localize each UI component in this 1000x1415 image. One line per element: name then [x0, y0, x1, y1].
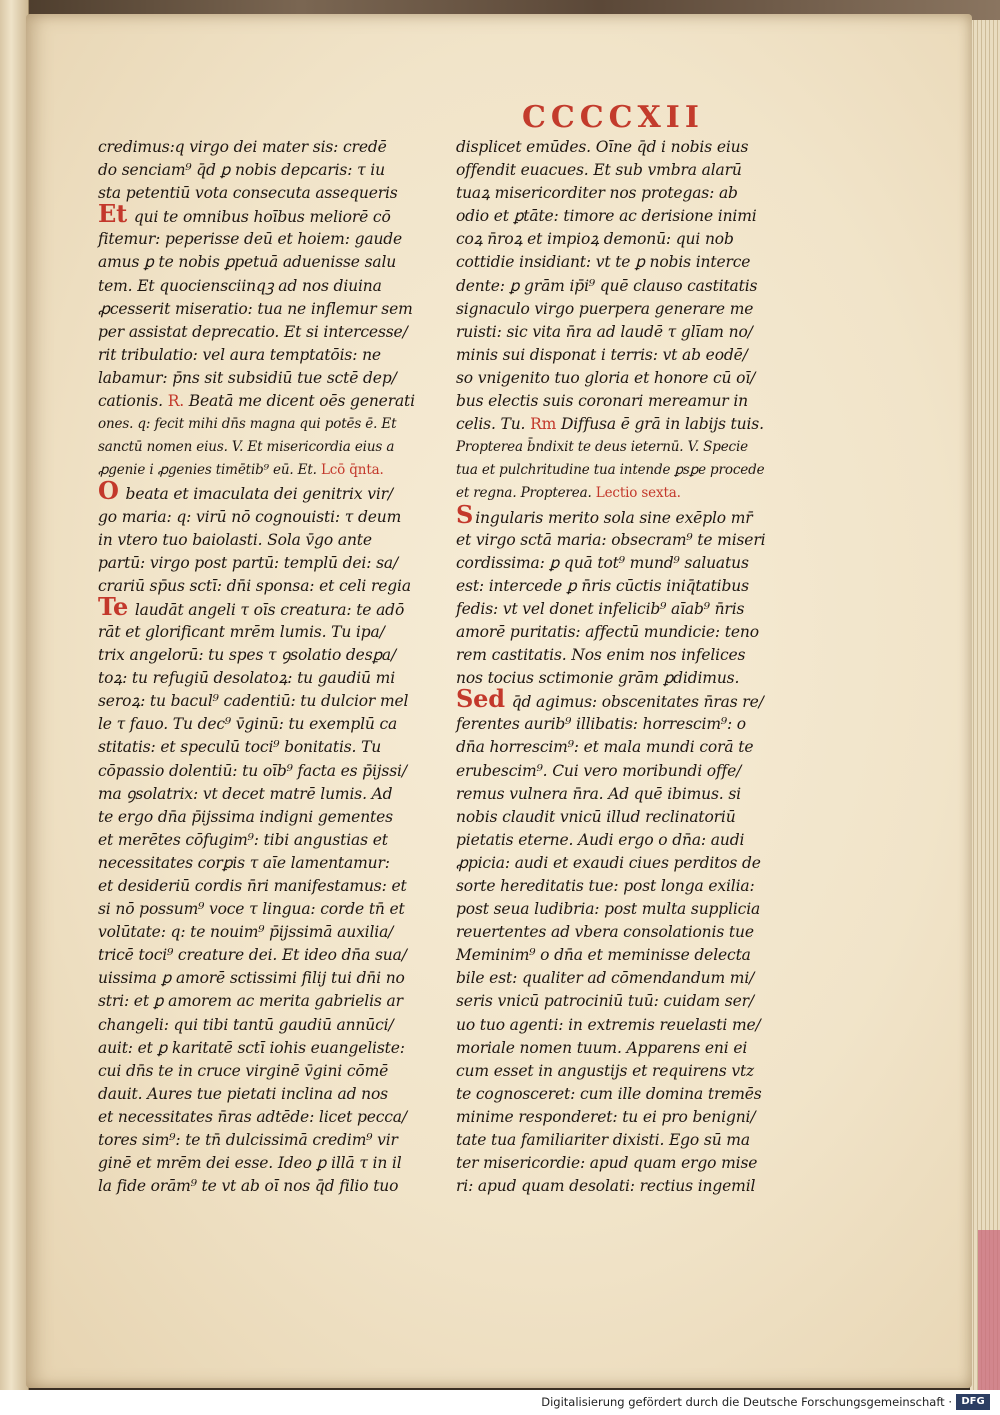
text-line [98, 136, 440, 159]
text-line [98, 829, 440, 852]
line-text: do senciam⁹ q̄d ꝑ nobis depcaris: τ iu [98, 161, 385, 180]
text-line [98, 852, 440, 875]
text-line [98, 506, 440, 529]
line-text: ingularis merito sola sine exēplo mr̄ [475, 508, 753, 527]
text-line [456, 1106, 798, 1129]
text-line [98, 275, 440, 298]
rubricated-initial: S [456, 499, 474, 529]
line-text: seroꝝ: tu bacul⁹ cadentiū: tu dulcior mel [98, 692, 409, 711]
line-text: minis sui disponat i terris: vt ab eodē/ [456, 345, 748, 364]
folio-number: CCCCXII [522, 100, 704, 135]
line-text: uo tuo agenti: in extremis reuelasti me/ [456, 1015, 761, 1034]
rubricated-initial: Te [98, 591, 129, 621]
text-line [98, 760, 440, 783]
text-line [98, 575, 440, 598]
text-line [98, 321, 440, 344]
line-text: labamur: p̄ns sit subsidiū tue sctē dep/ [98, 368, 397, 387]
line-text: changeli: qui tibi tantū gaudiū annūci/ [98, 1015, 394, 1034]
text-line [456, 499, 798, 529]
text-line [98, 667, 440, 690]
line-text: odio et ꝑtāte: timore ac derisione inimi [456, 207, 757, 226]
line-text: moriale nomen tuum. Apparens eni ei [456, 1038, 748, 1057]
text-line [98, 1152, 440, 1175]
line-text: ruisti: sic vita n̄ra ad laudē τ glīam no/ [456, 322, 753, 341]
line-text: dn̄a horrescim⁹: et mala mundi corā te [456, 738, 754, 757]
line-text: tuaꝝ misericorditer nos protegas: ab [456, 184, 738, 203]
text-line [456, 159, 798, 182]
line-text: cationis. [98, 392, 168, 411]
text-line [98, 967, 440, 990]
text-line [98, 1014, 440, 1037]
line-text: ter misericordie: apud quam ergo mise [456, 1154, 758, 1173]
line-text: le τ fauo. Tu dec⁹ v̄ginū: tu exemplū ca [98, 715, 398, 734]
line-text: sanctū nomen eius. V. Et misericordia eius a [98, 439, 395, 456]
line-text: amorē puritatis: affectū mundicie: teno [456, 622, 759, 641]
line-text: pietatis eterne. Audi ergo o dn̄a: audi [456, 830, 745, 849]
line-text: nobis claudit vnicū illud reclinatoriū [456, 807, 736, 826]
line-text: dente: ꝑ grām ip̄i⁹ quē clauso castitatis [456, 276, 758, 295]
line-text: ferentes aurib⁹ illibatis: horrescim⁹: o [456, 715, 746, 734]
line-text: bus electis suis coronari mereamur in [456, 392, 748, 411]
line-text: laudāt angeli τ oīs creatura: te adō [130, 600, 405, 619]
text-line [456, 1037, 798, 1060]
text-line [98, 1083, 440, 1106]
line-text: celis. Tu. [456, 415, 531, 434]
line-text: rit tribulatio: vel aura temptatōis: ne [98, 345, 381, 364]
line-text: crariū sp̄us sctī: dn̄i sponsa: et celi regia [98, 576, 411, 595]
text-line [98, 251, 440, 274]
line-text: per assistat deprecatio. Et si intercesse/ [98, 322, 408, 341]
text-line [98, 690, 440, 713]
text-line [456, 205, 798, 228]
text-line [456, 713, 798, 736]
line-text: tem. Et quociensciinqꝫ ad nos diuina [98, 276, 382, 295]
text-line [456, 667, 798, 690]
line-text: so vnigenito tuo gloria et honore cū oī/ [456, 368, 756, 387]
line-text: tricē toci⁹ creature dei. Et ideo dn̄a sua/ [98, 946, 407, 965]
line-text: minime responderet: tu ei pro benigni/ [456, 1107, 756, 1126]
text-line [456, 598, 798, 621]
line-text: partū: virgo post partū: templū dei: sa/ [98, 553, 399, 572]
text-line [98, 1129, 440, 1152]
text-line [98, 713, 440, 736]
text-line [98, 413, 440, 436]
line-text: ginē et mrēm dei esse. Ideo ꝑ illā τ in il [98, 1154, 402, 1173]
line-text: offendit euacues. Et sub vmbra alarū [456, 161, 742, 180]
text-line [98, 644, 440, 667]
line-text: ꝓpicia: audi et exaudi ciues perditos de [456, 853, 761, 872]
text-line [456, 136, 798, 159]
text-line [98, 199, 440, 229]
line-text: amus ꝑ te nobis ꝑpetuā aduenisse salu [98, 253, 397, 272]
line-text: rāt et glorificant mrēm lumis. Tu ipa/ [98, 622, 385, 641]
text-line [456, 944, 798, 967]
line-text: volūtate: q: te nouim⁹ p̄ijssimā auxilia/ [98, 923, 394, 942]
line-text: Propterea b̄ndixit te deus ieternū. V. Specie [456, 439, 748, 456]
text-line [98, 1175, 440, 1198]
text-line [98, 159, 440, 182]
line-text: Meminim⁹ o dn̄a et meminisse delecta [456, 946, 751, 965]
rubricated-initial: Sed [456, 684, 505, 714]
line-text: remus vulnera n̄ra. Ad quē ibimus. si [456, 784, 741, 803]
line-text: la fide orām⁹ te vt ab oī nos q̄d filio tuo [98, 1177, 399, 1196]
line-text: stri: et ꝑ amorem ac merita gabrielis ar [98, 992, 403, 1011]
text-line [456, 783, 798, 806]
footer-credit-text: Digitalisierung gefördert durch die Deutsche Forschungsgemeinschaft · [541, 1395, 952, 1409]
text-line [456, 321, 798, 344]
line-text: dauit. Aures tue pietati inclina ad nos [98, 1084, 388, 1103]
text-line [98, 529, 440, 552]
text-line [456, 684, 798, 714]
text-line [98, 990, 440, 1013]
text-line [456, 182, 798, 205]
line-text: auit: et ꝑ karitatē sctī iohis euangeliste: [98, 1038, 405, 1057]
rubricated-initial: Et [98, 199, 128, 229]
text-line [456, 228, 798, 251]
text-line [456, 621, 798, 644]
line-text: cordissima: ꝑ quā tot⁹ mund⁹ saluatus [456, 553, 749, 572]
text-line [98, 591, 440, 621]
text-line [98, 921, 440, 944]
line-text: ma ꝯsolatrix: vt decet matrē lumis. Ad [98, 784, 393, 803]
rubric-text: Rm [530, 415, 557, 434]
line-text: seris vnicū patrociniū tuū: cuidam ser/ [456, 992, 754, 1011]
text-line [456, 806, 798, 829]
text-line [456, 875, 798, 898]
line-text: trix angelorū: tu spes τ ꝯsolatio desꝑa/ [98, 646, 397, 665]
line-text: ꝓgenie i ꝓgenies timētib⁹ eū. Et. [98, 462, 321, 479]
text-line [98, 783, 440, 806]
line-text: tores sim⁹: te tn̄ dulcissimā credim⁹ vir [98, 1131, 398, 1150]
text-line [456, 760, 798, 783]
line-text: bile est: qualiter ad cōmendandum mi/ [456, 969, 755, 988]
text-line [98, 1106, 440, 1129]
text-line [456, 251, 798, 274]
text-line [456, 482, 798, 505]
text-line [98, 736, 440, 759]
line-text: et merētes cōfugim⁹: tibi angustias et [98, 830, 388, 849]
line-text: te ergo dn̄a p̄ijssima indigni gementes [98, 807, 393, 826]
line-text: cum esset in angustijs et requirens vtz [456, 1061, 755, 1080]
text-line [98, 390, 440, 413]
dfg-logo: DFG [956, 1394, 990, 1410]
text-line [98, 944, 440, 967]
line-text: beata et imaculata dei genitrix vir/ [120, 485, 393, 504]
text-line [98, 367, 440, 390]
text-line [456, 852, 798, 875]
text-line [456, 990, 798, 1013]
line-text: est: intercede ꝑ n̄ris cūctis iniq̄tatibus [456, 576, 749, 595]
rubric-text: Lcō q̄nta. [320, 462, 384, 479]
line-text: rem castitatis. Nos enim nos infelices [456, 646, 746, 665]
right-text-column [456, 136, 798, 1198]
text-line [456, 898, 798, 921]
line-text: cōpassio dolentiū: tu oīb⁹ facta es p̄ijssi/ [98, 761, 407, 780]
text-line [98, 1037, 440, 1060]
text-line [98, 298, 440, 321]
line-text: q̄d agimus: obscenitates n̄ras re/ [506, 693, 764, 712]
text-line [456, 367, 798, 390]
text-line [456, 644, 798, 667]
line-text: reuertentes ad vbera consolationis tue [456, 923, 754, 942]
text-line [98, 476, 440, 506]
text-line [456, 921, 798, 944]
book-fore-edge [970, 20, 1000, 1390]
text-line [456, 529, 798, 552]
text-line [98, 898, 440, 921]
line-text: tate tua familiariter dixisti. Ego sū ma [456, 1131, 750, 1150]
text-line [456, 459, 798, 482]
text-line [98, 182, 440, 205]
text-line [98, 459, 440, 482]
text-line [98, 552, 440, 575]
text-line [456, 275, 798, 298]
line-text: ri: apud quam desolati: rectius ingemil [456, 1177, 756, 1196]
text-line [456, 390, 798, 413]
text-line [456, 436, 798, 459]
line-text: sorte hereditatis tue: post longa exilia: [456, 877, 755, 895]
text-line [456, 344, 798, 367]
line-text: si nō possum⁹ voce τ lingua: corde tn̄ et [98, 900, 405, 919]
text-line [456, 1014, 798, 1037]
line-text: credimus:q virgo dei mater sis: credē [98, 138, 387, 156]
line-text: et virgo sctā maria: obsecram⁹ te miseri [456, 530, 766, 549]
rubricated-initial: O [98, 476, 119, 506]
line-text: sta petentiū vota consecuta assequeris [98, 184, 398, 203]
line-text: post seua ludibria: post multa supplicia [456, 900, 761, 919]
text-line [456, 298, 798, 321]
book-binding [0, 0, 29, 1390]
line-text: et desideriū cordis n̄ri manifestamus: et [98, 877, 407, 895]
text-line [456, 1152, 798, 1175]
rubric-text: R. [167, 392, 185, 411]
text-line [98, 436, 440, 459]
text-line [456, 1175, 798, 1198]
line-text: qui te omnibus hoībus meliorē cō [129, 208, 391, 227]
line-text: signaculo virgo puerpera generare me [456, 299, 754, 318]
text-line [456, 575, 798, 598]
line-text: erubescim⁹. Cui vero moribundi offe/ [456, 761, 742, 780]
line-text: in vtero tuo baiolasti. Sola v̄go ante [98, 530, 372, 549]
line-text: uissima ꝑ amorē sctissimi filij tui dn̄i no [98, 969, 405, 988]
line-text: necessitates corꝑis τ aīe lamentamur: [98, 853, 390, 872]
text-line [456, 1129, 798, 1152]
line-text: coꝝ n̄roꝝ et impioꝝ demonū: qui nob [456, 230, 734, 249]
book-fore-edge-marker [978, 1230, 1000, 1390]
line-text: ones. q: fecit mihi dn̄s magna qui potēs ē. Et [98, 416, 397, 433]
text-line [98, 621, 440, 644]
line-text: te cognosceret: cum ille domina tremēs [456, 1084, 762, 1103]
line-text: et regna. Propterea. [456, 485, 596, 502]
line-text: nos tocius sctimonie grām ꝑdidimus. [456, 669, 740, 688]
text-line [98, 228, 440, 251]
line-text: Beatā me dicent oēs generati [184, 392, 415, 411]
text-line [98, 1060, 440, 1083]
text-line [456, 552, 798, 575]
line-text: go maria: q: virū nō cognouisti: τ deum [98, 507, 402, 526]
line-text: fedis: vt vel donet infelicib⁹ aīab⁹ n̄ris [456, 599, 745, 618]
line-text: Diffusa ē grā in labijs tuis. [556, 415, 764, 434]
text-line [456, 967, 798, 990]
text-line [456, 1060, 798, 1083]
footer-bar [0, 1390, 1000, 1415]
line-text: cui dn̄s te in cruce virginē v̄gini cōmē [98, 1061, 389, 1080]
line-text: tua et pulchritudine tua intende ꝑsꝑe procede [456, 462, 765, 479]
text-line [456, 1083, 798, 1106]
text-line [98, 806, 440, 829]
line-text: et necessitates n̄ras adtēde: licet pecca/ [98, 1107, 407, 1126]
line-text: ꝓcesserit miseratio: tua ne inflemur sem [98, 299, 413, 318]
line-text: toꝝ: tu refugiū desolatoꝝ: tu gaudiū mi [98, 669, 396, 688]
line-text: cottidie insidiant: vt te ꝑ nobis interce [456, 253, 751, 272]
text-line [98, 344, 440, 367]
line-text: fitemur: peperisse deū et hoiem: gaude [98, 230, 403, 249]
text-line [456, 736, 798, 759]
rubric-text: Lectio sexta. [595, 485, 681, 502]
left-text-column [98, 136, 440, 1198]
line-text: displicet emūdes. Oīne q̄d i nobis eius [456, 138, 749, 156]
line-text: stitatis: et speculū toci⁹ bonitatis. Tu [98, 738, 382, 757]
text-line [456, 413, 798, 436]
text-line [98, 875, 440, 898]
text-line [456, 829, 798, 852]
